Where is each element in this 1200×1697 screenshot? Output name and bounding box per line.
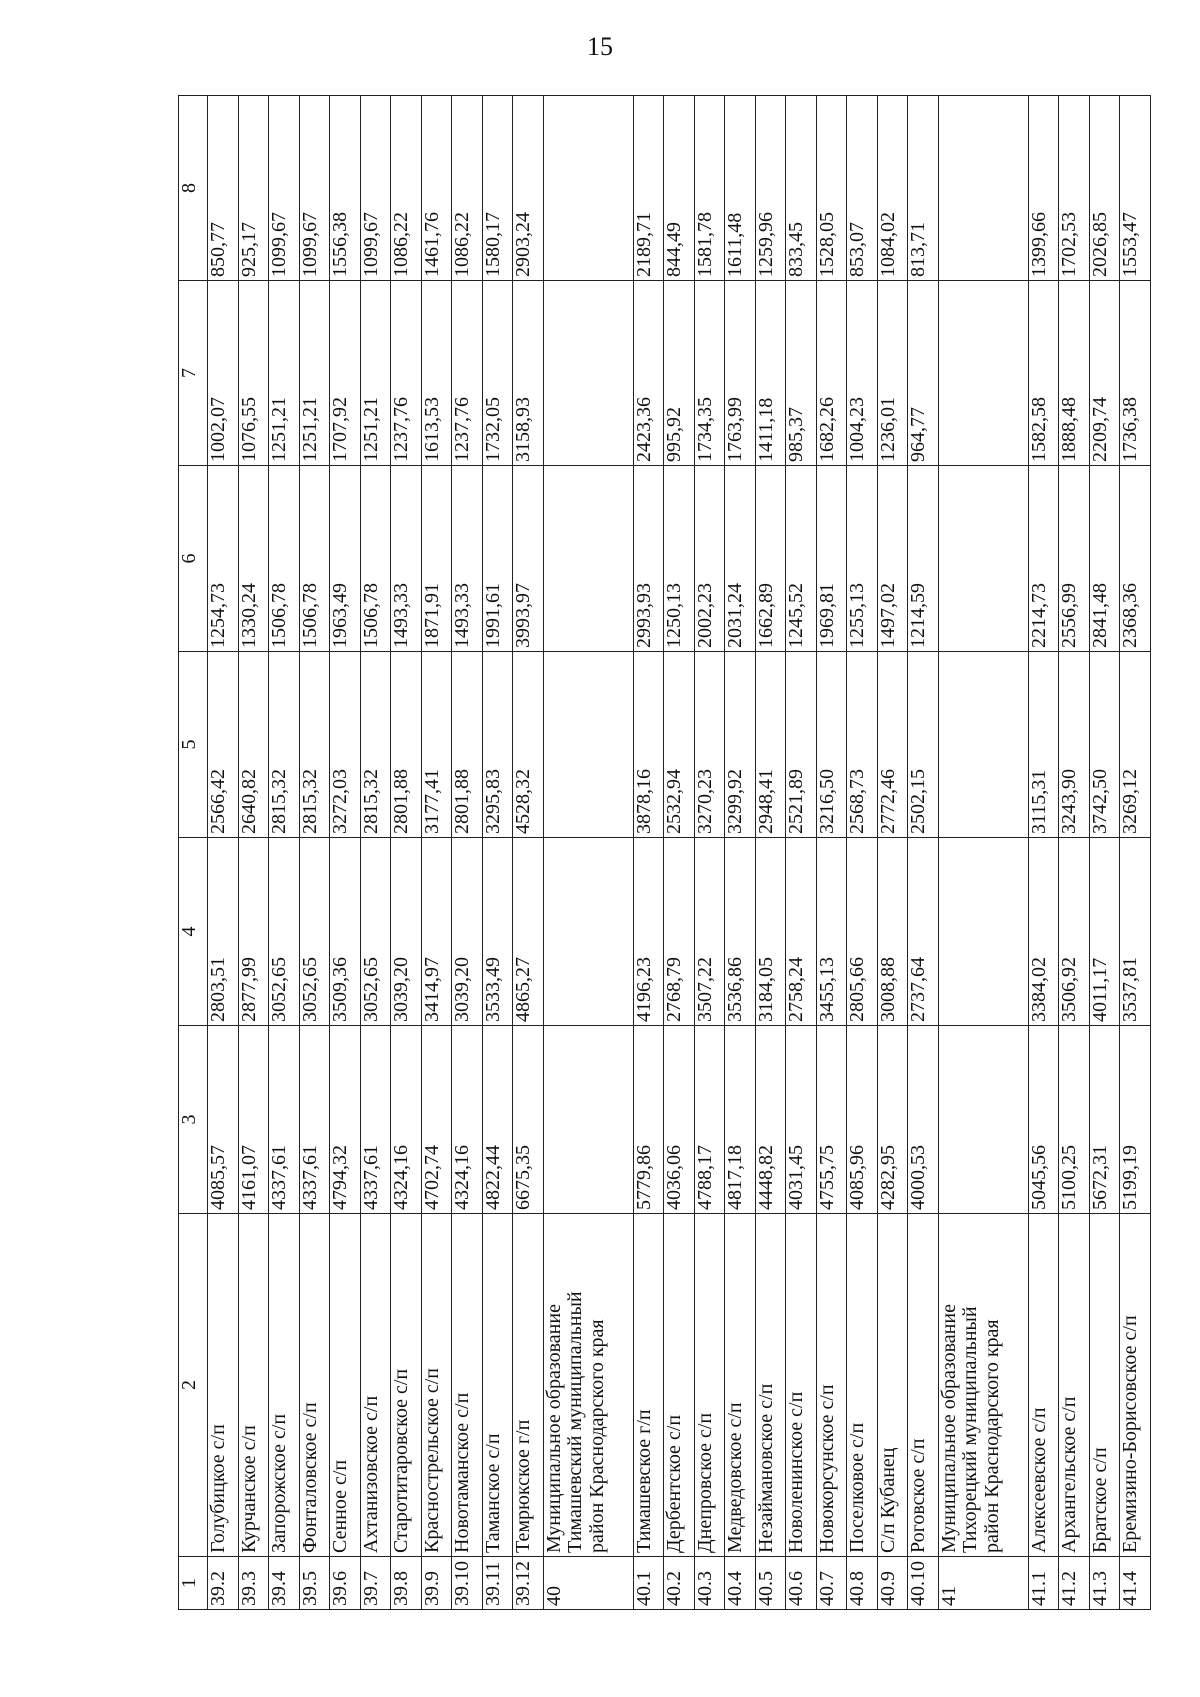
- row-number-cell: 39.12: [513, 1557, 544, 1610]
- row-number-cell: 39.6: [330, 1557, 361, 1610]
- row-number-cell: 39.10: [452, 1557, 483, 1610]
- value-cell: 4161,07: [238, 1026, 269, 1214]
- value-cell: 3039,20: [452, 838, 483, 1026]
- name-line: Муниципальное образование: [937, 1304, 960, 1553]
- value-cell: 853,07: [847, 96, 878, 281]
- value-cell: 3052,65: [299, 838, 330, 1026]
- name-cell: Незаймановское с/п: [755, 1214, 786, 1557]
- value-cell: 2801,88: [391, 652, 422, 838]
- value-cell: 1732,05: [482, 281, 513, 466]
- table-row: [208, 96, 239, 1610]
- value-cell: 1613,53: [421, 281, 452, 466]
- value-cell: 1330,24: [238, 466, 269, 652]
- value-cell: [543, 838, 633, 1026]
- value-cell: 3039,20: [391, 838, 422, 1026]
- value-cell: 2737,64: [908, 838, 939, 1026]
- table-row: [330, 96, 361, 1610]
- value-cell: 4788,17: [694, 1026, 725, 1214]
- value-cell: [543, 281, 633, 466]
- value-cell: [543, 96, 633, 281]
- value-cell: 1099,67: [360, 96, 391, 281]
- name-cell: Курчанское с/п: [238, 1214, 269, 1557]
- value-cell: 1076,55: [238, 281, 269, 466]
- value-cell: 1662,89: [755, 466, 786, 652]
- value-cell: 1004,23: [847, 281, 878, 466]
- header-cell: 5: [179, 652, 208, 838]
- value-cell: 1963,49: [330, 466, 361, 652]
- header-row: [179, 96, 208, 1610]
- row-number-cell: 41.4: [1120, 1557, 1151, 1610]
- value-cell: 4337,61: [269, 1026, 300, 1214]
- value-cell: 1236,01: [877, 281, 908, 466]
- row-number-cell: 39.7: [360, 1557, 391, 1610]
- value-cell: 1969,81: [816, 466, 847, 652]
- value-cell: 1506,78: [299, 466, 330, 652]
- value-cell: 2803,51: [208, 838, 239, 1026]
- row-number-cell: 39.3: [238, 1557, 269, 1610]
- value-cell: 1250,13: [664, 466, 695, 652]
- table-row: [694, 96, 725, 1610]
- table-row: [269, 96, 300, 1610]
- name-cell: Братское с/п: [1089, 1214, 1120, 1557]
- value-cell: 2768,79: [664, 838, 695, 1026]
- table-row: [755, 96, 786, 1610]
- name-cell: Поселковое с/п: [847, 1214, 878, 1557]
- row-number-cell: 41.3: [1089, 1557, 1120, 1610]
- row-number-cell: 40.2: [664, 1557, 695, 1610]
- row-number-cell: 39.5: [299, 1557, 330, 1610]
- value-cell: 1888,48: [1059, 281, 1090, 466]
- value-cell: 1871,91: [421, 466, 452, 652]
- value-cell: 3158,93: [513, 281, 544, 466]
- value-cell: 2903,24: [513, 96, 544, 281]
- table-row: [847, 96, 878, 1610]
- value-cell: 1580,17: [482, 96, 513, 281]
- value-cell: 2815,32: [269, 652, 300, 838]
- value-cell: 4085,96: [847, 1026, 878, 1214]
- value-cell: 5045,56: [1028, 1026, 1059, 1214]
- name-cell: Медведовское с/п: [725, 1214, 756, 1557]
- value-cell: 3742,50: [1089, 652, 1120, 838]
- value-cell: 1002,07: [208, 281, 239, 466]
- value-cell: 3533,49: [482, 838, 513, 1026]
- row-number-cell: 41.2: [1059, 1557, 1090, 1610]
- value-cell: [543, 1026, 633, 1214]
- value-cell: 1734,35: [694, 281, 725, 466]
- value-cell: 2502,15: [908, 652, 939, 838]
- value-cell: 4324,16: [452, 1026, 483, 1214]
- row-number-cell: 40.3: [694, 1557, 725, 1610]
- name-cell: Дербентское с/п: [664, 1214, 695, 1557]
- value-cell: 3184,05: [755, 838, 786, 1026]
- row-number-cell: 40.7: [816, 1557, 847, 1610]
- value-cell: 964,77: [908, 281, 939, 466]
- name-cell: Сенное с/п: [330, 1214, 361, 1557]
- value-cell: 1084,02: [877, 96, 908, 281]
- row-number-cell: 40.9: [877, 1557, 908, 1610]
- value-cell: 4324,16: [391, 1026, 422, 1214]
- value-cell: 844,49: [664, 96, 695, 281]
- value-cell: 3052,65: [360, 838, 391, 1026]
- name-cell: [938, 1214, 1028, 1557]
- value-cell: 2214,73: [1028, 466, 1059, 652]
- table-section-row: [543, 96, 633, 1610]
- value-cell: 2209,74: [1089, 281, 1120, 466]
- value-cell: 4196,23: [633, 838, 664, 1026]
- value-cell: 1702,53: [1059, 96, 1090, 281]
- row-number-cell: 39.9: [421, 1557, 452, 1610]
- value-cell: 1493,33: [391, 466, 422, 652]
- value-cell: 3537,81: [1120, 838, 1151, 1026]
- value-cell: 1411,18: [755, 281, 786, 466]
- value-cell: 4011,17: [1089, 838, 1120, 1026]
- table-row: [877, 96, 908, 1610]
- value-cell: 1251,21: [269, 281, 300, 466]
- page-number: 15: [587, 32, 613, 61]
- value-cell: 2758,24: [786, 838, 817, 1026]
- value-cell: 1581,78: [694, 96, 725, 281]
- value-cell: [938, 96, 1028, 281]
- value-cell: 2026,85: [1089, 96, 1120, 281]
- value-cell: 2772,46: [877, 652, 908, 838]
- table-row: [421, 96, 452, 1610]
- value-cell: 2532,94: [664, 652, 695, 838]
- value-cell: 2002,23: [694, 466, 725, 652]
- value-cell: 2521,89: [786, 652, 817, 838]
- value-cell: 1099,67: [269, 96, 300, 281]
- value-cell: [938, 838, 1028, 1026]
- value-cell: 5779,86: [633, 1026, 664, 1214]
- value-cell: 4337,61: [360, 1026, 391, 1214]
- value-cell: 2993,93: [633, 466, 664, 652]
- value-cell: 995,92: [664, 281, 695, 466]
- value-cell: 2815,32: [360, 652, 391, 838]
- value-cell: 5100,25: [1059, 1026, 1090, 1214]
- value-cell: 3216,50: [816, 652, 847, 838]
- row-number-cell: 40.10: [908, 1557, 939, 1610]
- value-cell: 3384,02: [1028, 838, 1059, 1026]
- value-cell: 4031,45: [786, 1026, 817, 1214]
- value-cell: 3455,13: [816, 838, 847, 1026]
- value-cell: 4282,95: [877, 1026, 908, 1214]
- table-row: [1120, 96, 1151, 1610]
- value-cell: 3507,22: [694, 838, 725, 1026]
- value-cell: [543, 466, 633, 652]
- table-row: [725, 96, 756, 1610]
- value-cell: 2568,73: [847, 652, 878, 838]
- value-cell: 1259,96: [755, 96, 786, 281]
- value-cell: 4528,32: [513, 652, 544, 838]
- value-cell: [938, 1026, 1028, 1214]
- value-cell: [543, 652, 633, 838]
- table-row: [1028, 96, 1059, 1610]
- name-cell: Тимашевское г/п: [633, 1214, 664, 1557]
- value-cell: 1255,13: [847, 466, 878, 652]
- name-line: Тихорецкий муниципальный: [959, 1306, 982, 1553]
- name-cell: Фонталовское с/п: [299, 1214, 330, 1557]
- value-cell: 1399,66: [1028, 96, 1059, 281]
- value-cell: 4865,27: [513, 838, 544, 1026]
- row-number-cell: 41.1: [1028, 1557, 1059, 1610]
- value-cell: 2805,66: [847, 838, 878, 1026]
- name-cell: Еремизино-Борисовское с/п: [1120, 1214, 1151, 1557]
- table-row: [816, 96, 847, 1610]
- value-cell: 3506,92: [1059, 838, 1090, 1026]
- table-row: [452, 96, 483, 1610]
- table-section-row: [938, 96, 1028, 1610]
- value-cell: 1707,92: [330, 281, 361, 466]
- table-row: [908, 96, 939, 1610]
- value-cell: 3414,97: [421, 838, 452, 1026]
- name-line: Муниципальное образование: [542, 1304, 565, 1553]
- header-cell: 3: [179, 1026, 208, 1214]
- row-number-cell: 40.4: [725, 1557, 756, 1610]
- value-cell: 3270,23: [694, 652, 725, 838]
- value-cell: 4337,61: [299, 1026, 330, 1214]
- table-row: [1059, 96, 1090, 1610]
- name-cell: С/п Кубанец: [877, 1214, 908, 1557]
- value-cell: 1497,02: [877, 466, 908, 652]
- value-cell: 4755,75: [816, 1026, 847, 1214]
- value-cell: 1237,76: [391, 281, 422, 466]
- value-cell: 925,17: [238, 96, 269, 281]
- value-cell: 1086,22: [452, 96, 483, 281]
- row-number-cell: 40.1: [633, 1557, 664, 1610]
- value-cell: 3243,90: [1059, 652, 1090, 838]
- value-cell: 1214,59: [908, 466, 939, 652]
- row-number-cell: 40: [543, 1557, 633, 1610]
- name-cell: Таманское с/п: [482, 1214, 513, 1557]
- value-cell: 4448,82: [755, 1026, 786, 1214]
- value-cell: 2815,32: [299, 652, 330, 838]
- value-cell: 985,37: [786, 281, 817, 466]
- value-cell: 1611,48: [725, 96, 756, 281]
- value-cell: 1099,67: [299, 96, 330, 281]
- value-cell: 1237,76: [452, 281, 483, 466]
- value-cell: 4822,44: [482, 1026, 513, 1214]
- value-cell: 3295,83: [482, 652, 513, 838]
- value-cell: 3878,16: [633, 652, 664, 838]
- value-cell: 3115,31: [1028, 652, 1059, 838]
- header-cell: 2: [179, 1214, 208, 1557]
- value-cell: 1763,99: [725, 281, 756, 466]
- table-row: [664, 96, 695, 1610]
- value-cell: 6675,35: [513, 1026, 544, 1214]
- table-row: [299, 96, 330, 1610]
- name-line: район Краснодарского края: [980, 1319, 1003, 1553]
- value-cell: 3509,36: [330, 838, 361, 1026]
- table-row: [513, 96, 544, 1610]
- value-cell: 5199,19: [1120, 1026, 1151, 1214]
- header-cell: 1: [179, 1557, 208, 1610]
- value-cell: [938, 466, 1028, 652]
- value-cell: 2566,42: [208, 652, 239, 838]
- name-cell: Старотитаровское с/п: [391, 1214, 422, 1557]
- row-number-cell: 40.5: [755, 1557, 786, 1610]
- value-cell: 3272,03: [330, 652, 361, 838]
- value-cell: 1461,76: [421, 96, 452, 281]
- header-cell: 7: [179, 281, 208, 466]
- name-cell: Ахтанизовское с/п: [360, 1214, 391, 1557]
- rotated-table-wrapper: [178, 96, 1141, 1610]
- name-cell: Алексеевское с/п: [1028, 1214, 1059, 1557]
- row-number-cell: 39.8: [391, 1557, 422, 1610]
- table-row: [391, 96, 422, 1610]
- value-cell: 5672,31: [1089, 1026, 1120, 1214]
- value-cell: 4702,74: [421, 1026, 452, 1214]
- table-row: [482, 96, 513, 1610]
- name-cell: Архангельское с/п: [1059, 1214, 1090, 1557]
- row-number-cell: 40.6: [786, 1557, 817, 1610]
- name-cell: Темрюкское г/п: [513, 1214, 544, 1557]
- value-cell: 1086,22: [391, 96, 422, 281]
- value-cell: 3052,65: [269, 838, 300, 1026]
- value-cell: 2948,41: [755, 652, 786, 838]
- value-cell: 2801,88: [452, 652, 483, 838]
- value-cell: 1251,21: [360, 281, 391, 466]
- value-cell: 3299,92: [725, 652, 756, 838]
- row-number-cell: 39.4: [269, 1557, 300, 1610]
- value-cell: 4000,53: [908, 1026, 939, 1214]
- value-cell: 4036,06: [664, 1026, 695, 1214]
- name-cell: Новокорсунское с/п: [816, 1214, 847, 1557]
- row-number-cell: 39.2: [208, 1557, 239, 1610]
- value-cell: 2841,48: [1089, 466, 1120, 652]
- data-table: [178, 95, 1151, 1610]
- value-cell: 2640,82: [238, 652, 269, 838]
- table-row: [360, 96, 391, 1610]
- name-cell: [543, 1214, 633, 1557]
- value-cell: 2877,99: [238, 838, 269, 1026]
- value-cell: 1254,73: [208, 466, 239, 652]
- value-cell: 813,71: [908, 96, 939, 281]
- name-cell: Запорожское с/п: [269, 1214, 300, 1557]
- value-cell: 1506,78: [360, 466, 391, 652]
- value-cell: 1245,52: [786, 466, 817, 652]
- value-cell: 1553,47: [1120, 96, 1151, 281]
- name-cell: Новоленинское с/п: [786, 1214, 817, 1557]
- value-cell: 4794,32: [330, 1026, 361, 1214]
- value-cell: 3177,41: [421, 652, 452, 838]
- name-cell: Голубицкое с/п: [208, 1214, 239, 1557]
- value-cell: 2556,99: [1059, 466, 1090, 652]
- name-cell: Краснострельское с/п: [421, 1214, 452, 1557]
- value-cell: 3008,88: [877, 838, 908, 1026]
- row-number-cell: 41: [938, 1557, 1028, 1610]
- value-cell: 2423,36: [633, 281, 664, 466]
- header-cell: 8: [179, 96, 208, 281]
- value-cell: 3269,12: [1120, 652, 1151, 838]
- value-cell: 2189,71: [633, 96, 664, 281]
- value-cell: 1251,21: [299, 281, 330, 466]
- value-cell: 1556,38: [330, 96, 361, 281]
- value-cell: 1506,78: [269, 466, 300, 652]
- header-cell: 4: [179, 838, 208, 1026]
- value-cell: 1493,33: [452, 466, 483, 652]
- name-line: Тимашевский муниципальный: [564, 1291, 587, 1553]
- value-cell: [938, 652, 1028, 838]
- value-cell: 4085,57: [208, 1026, 239, 1214]
- table-row: [633, 96, 664, 1610]
- name-cell: Новотаманское с/п: [452, 1214, 483, 1557]
- value-cell: 1736,38: [1120, 281, 1151, 466]
- value-cell: 1582,58: [1028, 281, 1059, 466]
- value-cell: 2368,36: [1120, 466, 1151, 652]
- value-cell: 850,77: [208, 96, 239, 281]
- value-cell: 2031,24: [725, 466, 756, 652]
- row-number-cell: 40.8: [847, 1557, 878, 1610]
- value-cell: [938, 281, 1028, 466]
- value-cell: 3536,86: [725, 838, 756, 1026]
- value-cell: 1682,26: [816, 281, 847, 466]
- value-cell: 1528,05: [816, 96, 847, 281]
- name-cell: Роговское с/п: [908, 1214, 939, 1557]
- value-cell: 833,45: [786, 96, 817, 281]
- value-cell: 1991,61: [482, 466, 513, 652]
- name-cell: Днепровское с/п: [694, 1214, 725, 1557]
- table-row: [1089, 96, 1120, 1610]
- table-row: [238, 96, 269, 1610]
- row-number-cell: 39.11: [482, 1557, 513, 1610]
- header-cell: 6: [179, 466, 208, 652]
- table-row: [786, 96, 817, 1610]
- value-cell: 4817,18: [725, 1026, 756, 1214]
- value-cell: 3993,97: [513, 466, 544, 652]
- name-line: район Краснодарского края: [585, 1319, 608, 1553]
